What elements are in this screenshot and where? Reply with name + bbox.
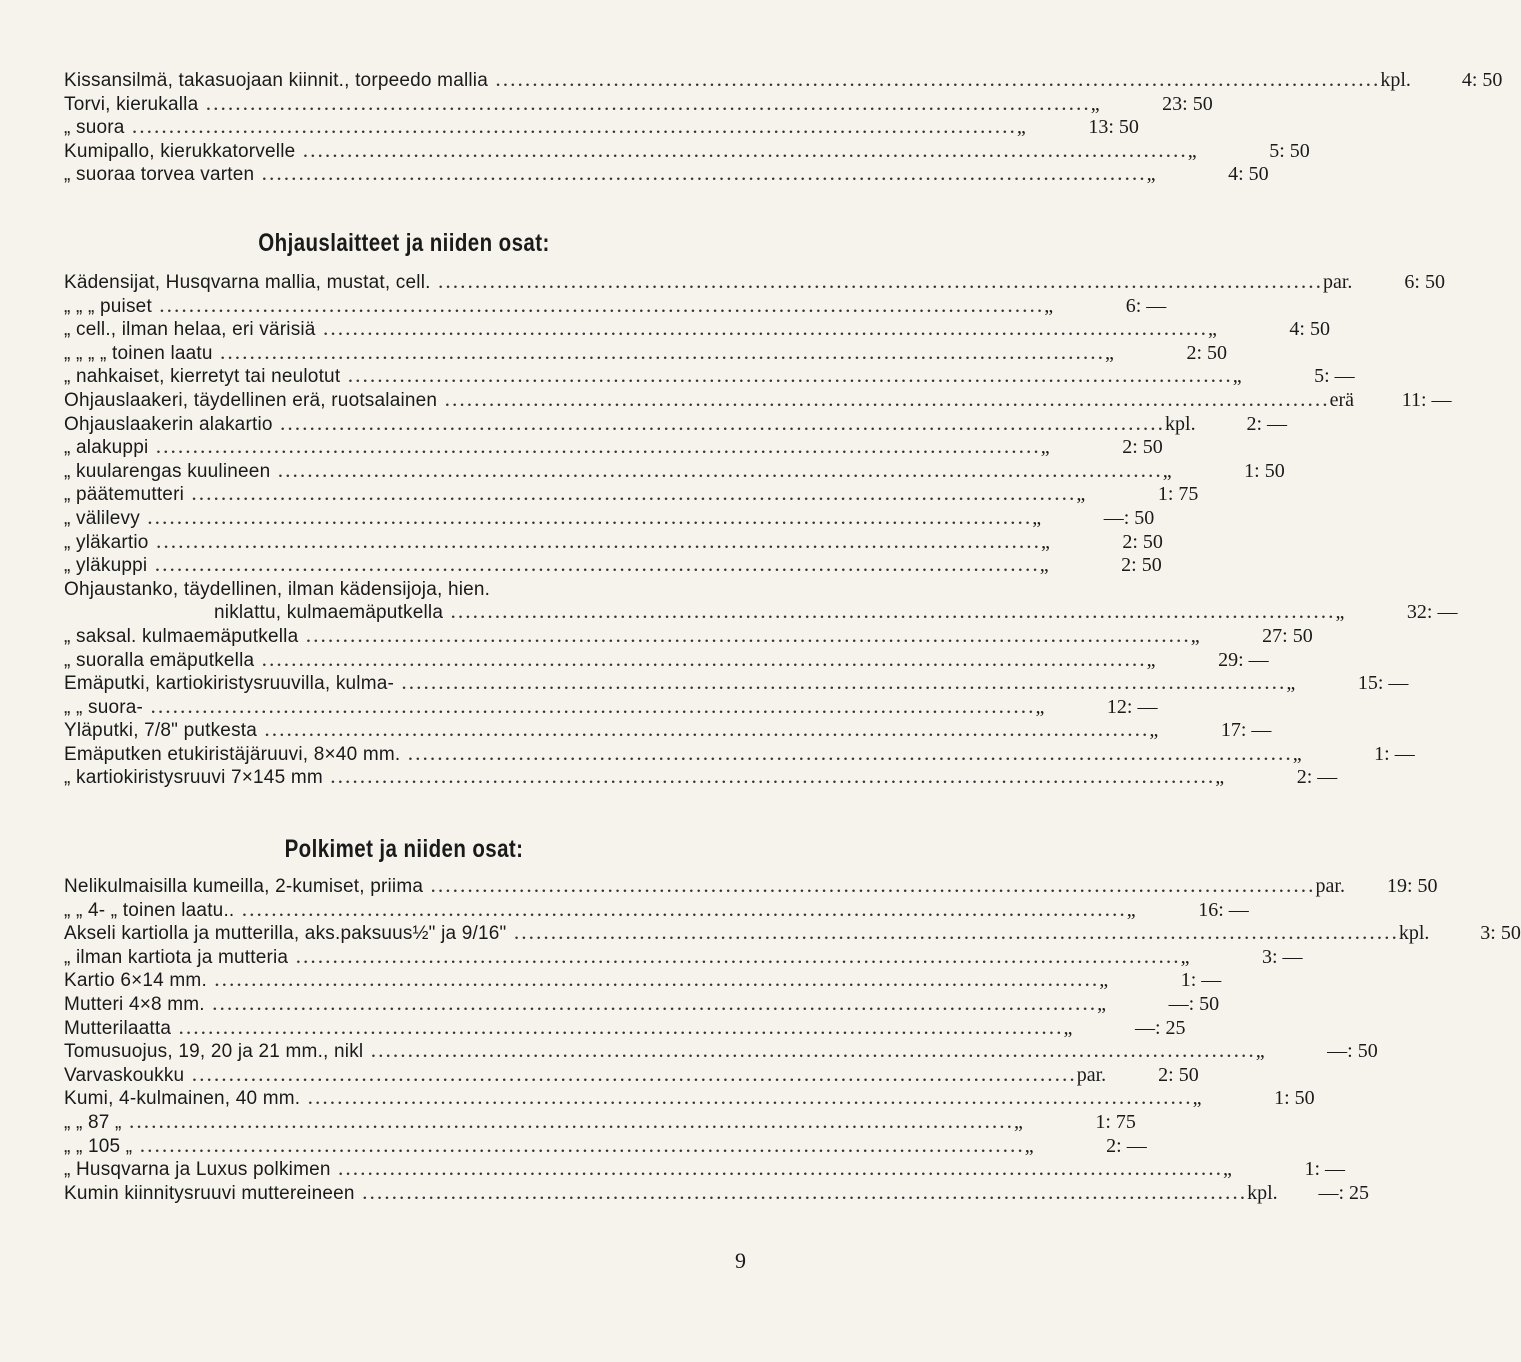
item-description [64, 459, 1163, 484]
item-description [64, 648, 1147, 673]
item-price: 1: — [1304, 1158, 1346, 1181]
catalog-row [64, 717, 1272, 742]
leader-dots: ........................................................................................................................ [124, 114, 1017, 139]
catalog-row [64, 386, 1452, 412]
item-price: 4: 50 [1228, 163, 1269, 186]
item-text: Kädensijat, Husqvarna mallia, mustat, cell. [64, 272, 431, 293]
item-unit: „ [1286, 672, 1296, 695]
item-unit: par. [1322, 271, 1353, 293]
catalog-row [64, 967, 1222, 992]
item-text: „ yläkuppi [64, 555, 148, 577]
leader-dots: ........................................................................................................................ [121, 1108, 1014, 1133]
item-unit: „ [1223, 1158, 1232, 1181]
item-description [64, 992, 1097, 1017]
item-price: 23: 50 [1162, 92, 1213, 115]
catalog-row [64, 693, 1158, 719]
item-text: Tomusuojus, 19, 20 ja 21 mm., nikl [64, 1041, 364, 1063]
item-price: 15: — [1357, 672, 1409, 695]
item-text: „ „ „ puiset [64, 295, 152, 317]
item-price: 2: — [1296, 766, 1338, 789]
catalog-row [64, 577, 744, 601]
item-text: Varvaskoukku [64, 1064, 185, 1086]
item-unit: kpl. [1247, 1181, 1278, 1204]
item-text: „ „ „ „ toinen laatu [64, 342, 213, 364]
item-description [64, 317, 1208, 342]
item-unit: „ [1063, 1016, 1073, 1039]
leader-dots: ........................................................................................................................ [340, 363, 1233, 388]
leader-dots: ........................................................................................................................ [148, 434, 1041, 459]
item-unit: kpl. [1165, 412, 1196, 435]
leader-dots: ........................................................................................................................ [400, 740, 1293, 765]
item-unit: „ [1126, 898, 1136, 921]
item-price: 2: 50 [1121, 554, 1162, 577]
catalog-row [64, 552, 1162, 577]
item-description [64, 921, 1399, 946]
item-unit: „ [1024, 1134, 1034, 1157]
leader-dots: ........................................................................................................................ [204, 990, 1098, 1015]
item-description [64, 577, 622, 602]
leader-dots: ........................................................................................................................ [315, 316, 1208, 341]
item-unit: erä [1329, 388, 1354, 411]
catalog-row [64, 1108, 1136, 1134]
item-price: 3: 50 [1480, 922, 1521, 945]
item-price: 1: 50 [1274, 1087, 1315, 1110]
item-unit: „ [1232, 365, 1242, 388]
leader-dots: ........................................................................................................................ [300, 1085, 1193, 1110]
catalog-row [64, 764, 1338, 789]
item-text: Kumin kiinnitysruuvi muttereineen [64, 1182, 355, 1204]
item-description [64, 695, 1035, 720]
item-text: „ „ 4- „ toinen laatu.. [64, 899, 235, 921]
item-price: 2: 50 [1122, 436, 1163, 459]
leader-dots: ........................................................................................................................ [322, 764, 1216, 789]
catalog-row [64, 67, 1503, 92]
catalog-row [64, 137, 1310, 163]
leader-dots: ........................................................................................................................ [198, 90, 1091, 115]
leader-dots: ........................................................................................................................ [354, 1179, 1248, 1204]
item-unit: „ [1146, 648, 1156, 671]
catalog-row [64, 457, 1285, 483]
section-heading-steering: Ohjauslaitteet ja niiden osat: [258, 229, 550, 257]
catalog-row [64, 1014, 1186, 1040]
item-text: „ yläkartio [64, 531, 149, 553]
item-unit: „ [1187, 139, 1197, 162]
item-price: 4: 50 [1289, 318, 1330, 341]
leader-dots: ........................................................................................................................ [488, 67, 1381, 91]
item-price: —: 25 [1134, 1016, 1186, 1039]
item-unit: „ [1032, 506, 1042, 529]
item-text: „ Husqvarna ja Luxus polkimen [64, 1159, 331, 1181]
leader-dots: ........................................................................................................................ [298, 622, 1191, 647]
item-description [64, 553, 1040, 578]
item-unit: par. [1076, 1063, 1107, 1086]
item-description [64, 364, 1233, 389]
catalog-row [64, 410, 1288, 436]
item-unit: „ [1040, 436, 1050, 459]
catalog-row [64, 339, 1228, 365]
item-price: 27: 50 [1262, 624, 1313, 647]
catalog-row [64, 269, 1445, 294]
leader-dots: ........................................................................................................................ [206, 967, 1100, 992]
item-text: Ohjauslaakeri, täydellinen erä, ruotsalainen [64, 389, 438, 411]
item-text: Mutterilaatta [64, 1017, 172, 1039]
item-description [64, 1086, 1193, 1111]
item-text: „ suoraa torvea varten [64, 164, 255, 186]
item-description [64, 435, 1041, 460]
leader-dots: ........................................................................................................................ [139, 504, 1033, 529]
leader-dots: ........................................................................................................................ [171, 1014, 1064, 1039]
leader-dots: ........................................................................................................................ [295, 137, 1188, 162]
item-description [64, 270, 1323, 295]
item-unit: „ [1215, 766, 1225, 789]
item-text: „ cell., ilman helaa, eri värisiä [64, 319, 316, 341]
item-price: 1: 75 [1157, 483, 1199, 506]
item-description [64, 1016, 1064, 1041]
catalog-row [64, 622, 1313, 648]
item-unit: „ [1180, 945, 1190, 968]
item-price: 3: — [1262, 945, 1303, 968]
item-unit: „ [1335, 601, 1345, 624]
section-accessories [64, 67, 1503, 186]
item-price: 29: — [1218, 648, 1269, 671]
item-price: 1: — [1374, 742, 1415, 765]
item-description [64, 139, 1188, 164]
catalog-row [64, 504, 1155, 530]
catalog-row [64, 528, 1163, 554]
item-price: 2: — [1246, 412, 1288, 435]
item-description [64, 898, 1127, 923]
leader-dots: ........................................................................................................................ [330, 1156, 1224, 1181]
item-text: „ saksal. kulmaemäputkella [64, 625, 299, 647]
catalog-row [64, 1179, 1370, 1205]
leader-dots: ........................................................................................................................ [132, 1132, 1025, 1157]
item-description [64, 624, 1191, 649]
catalog-row [64, 670, 1409, 695]
catalog-row [64, 873, 1438, 898]
item-text: „ nahkaiset, kierretyt tai neulotut [64, 366, 341, 388]
item-price: 6: 50 [1404, 271, 1445, 293]
item-unit: „ [1044, 294, 1054, 317]
item-unit: „ [1207, 318, 1217, 341]
page-number: 9 [735, 1248, 746, 1273]
leader-dots: ........................................................................................................................ [184, 1061, 1077, 1086]
leader-dots: ........................................................................................................................ [254, 646, 1147, 671]
catalog-row [64, 1085, 1315, 1110]
item-price: 6: — [1125, 294, 1167, 317]
item-text: „ „ 87 „ [64, 1111, 122, 1133]
item-text: Mutteri 4×8 mm. [64, 993, 205, 1015]
item-description [64, 341, 1105, 366]
item-text: „ päätemutteri [64, 484, 185, 506]
leader-dots: ........................................................................................................................ [212, 339, 1106, 364]
item-text: Nelikulmaisilla kumeilla, 2-kumiset, priima [64, 876, 424, 897]
item-text: niklattu, kulmaemäputkella [214, 602, 444, 624]
item-text: Kissansilmä, takasuojaan kiinnit., torpeedo mallia [64, 70, 488, 91]
item-text: „ „ suora- [64, 696, 144, 718]
item-price: 12: — [1106, 695, 1158, 718]
catalog-row [64, 161, 1269, 186]
item-unit: „ [1292, 742, 1302, 765]
item-unit: „ [1097, 992, 1107, 1015]
item-text: Ohjaustanko, täydellinen, ilman kädensijoja, hien. [64, 578, 491, 600]
item-price: 16: — [1198, 898, 1249, 921]
item-text: „ välilevy [64, 507, 140, 529]
item-unit: „ [1190, 624, 1200, 647]
catalog-row [64, 434, 1163, 459]
leader-dots: ........................................................................................................................ [394, 670, 1287, 695]
item-description [64, 506, 1032, 531]
leader-dots: ........................................................................................................................ [506, 920, 1399, 945]
item-price: 17: — [1220, 719, 1272, 742]
catalog-row [64, 1038, 1378, 1063]
catalog-row [64, 363, 1355, 388]
catalog-row [64, 114, 1139, 139]
catalog-row [64, 1132, 1147, 1158]
item-text: Torvi, kierukalla [64, 93, 199, 115]
leader-dots: ........................................................................................................................ [257, 717, 1150, 742]
item-text: Emäputki, kartiokiristysruuvilla, kulma- [64, 673, 395, 695]
catalog-row [64, 316, 1330, 341]
item-unit: „ [1076, 483, 1086, 506]
item-description [64, 765, 1215, 790]
item-price: 11: — [1401, 388, 1452, 411]
catalog-row [64, 90, 1213, 116]
item-text: Akseli kartiolla ja mutterilla, aks.paksuus½" ja 9/16" [64, 923, 507, 945]
item-price: 1: — [1180, 969, 1222, 992]
catalog-row [64, 1061, 1199, 1087]
item-description [64, 530, 1041, 555]
section-pedal-parts [64, 873, 1521, 1204]
item-price: 2: 50 [1122, 530, 1163, 553]
leader-dots: ........................................................................................................................ [254, 161, 1147, 186]
leader-dots: ........................................................................................................................ [184, 481, 1077, 506]
item-description [64, 412, 1165, 437]
leader-dots: ........................................................................................................................ [423, 873, 1316, 897]
leader-dots: ........................................................................................................................ [443, 599, 1336, 624]
item-price: —: 50 [1168, 992, 1220, 1015]
item-unit: „ [1255, 1040, 1265, 1063]
item-unit: „ [1016, 116, 1026, 139]
item-text: Kumipallo, kierukkatorvelle [64, 140, 296, 162]
catalog-row [64, 599, 1458, 624]
item-price: —: 50 [1327, 1040, 1378, 1063]
item-price: 2: — [1106, 1134, 1147, 1157]
item-description [64, 115, 1017, 140]
catalog-row [64, 292, 1167, 318]
item-price: 1: 75 [1095, 1110, 1136, 1133]
item-price: 1: 50 [1244, 459, 1285, 482]
item-unit: „ [1090, 92, 1100, 115]
leader-dots: ........................................................................................................................ [272, 410, 1166, 435]
leader-dots: ........................................................................................................................ [288, 943, 1181, 968]
item-price: 13: 50 [1088, 116, 1139, 139]
item-text: „ suoralla emäputkella [64, 649, 255, 671]
item-description [64, 1157, 1223, 1182]
item-unit: kpl. [1398, 922, 1430, 945]
item-text: Emäputken etukiristäjäruuvi, 8×40 mm. [64, 743, 401, 765]
leader-dots: ........................................................................................................................ [147, 552, 1040, 577]
leader-dots: ........................................................................................................................ [270, 457, 1163, 482]
item-price: 19: 50 [1386, 875, 1438, 897]
item-text: „ ilman kartiota ja mutteria [64, 946, 289, 968]
item-unit: „ [1099, 969, 1109, 992]
leader-dots: ........................................................................................................................ [143, 693, 1036, 718]
item-description [64, 718, 1149, 743]
section-heading-pedals: Polkimet ja niiden osat: [284, 835, 524, 863]
catalog-row [64, 481, 1199, 506]
item-description [64, 671, 1286, 696]
catalog-row [64, 920, 1521, 945]
item-description [64, 1134, 1025, 1159]
item-price: 2: 50 [1186, 341, 1228, 364]
item-unit: „ [1146, 163, 1156, 186]
catalog-row [64, 943, 1303, 969]
catalog-row [64, 646, 1269, 672]
item-price: 4: 50 [1461, 69, 1503, 91]
item-unit: „ [1162, 459, 1172, 482]
item-text: „ alakuppi [64, 437, 149, 459]
item-price: 5: 50 [1269, 139, 1310, 162]
item-price: —: 50 [1103, 506, 1155, 529]
item-description [64, 874, 1316, 899]
item-description [64, 482, 1076, 507]
catalog-row [64, 896, 1249, 922]
item-unit: „ [1039, 554, 1049, 577]
item-price: 2: 50 [1158, 1063, 1199, 1086]
leader-dots: ........................................................................................................................ [430, 269, 1323, 293]
item-description [64, 294, 1044, 319]
item-unit: „ [1105, 341, 1114, 364]
item-description [64, 945, 1181, 970]
item-unit: „ [1013, 1110, 1023, 1133]
item-price: —: 25 [1318, 1181, 1370, 1204]
item-description [64, 92, 1091, 117]
catalog-row [64, 990, 1220, 1016]
item-text: „ suora [64, 117, 125, 139]
item-description [64, 388, 1330, 413]
item-description [64, 162, 1147, 187]
item-description [64, 68, 1380, 93]
catalog-row [64, 740, 1415, 766]
item-unit: kpl. [1380, 69, 1411, 91]
item-description [64, 968, 1099, 993]
leader-dots: ........................................................................................................................ [363, 1038, 1256, 1063]
item-unit: „ [1149, 719, 1159, 742]
item-unit: „ [1040, 530, 1050, 553]
item-unit: „ [1192, 1087, 1202, 1110]
item-description [64, 1110, 1014, 1135]
item-text: „ kuularengas kuulineen [64, 460, 271, 482]
item-description [64, 1039, 1256, 1064]
item-text: „ kartiokiristysruuvi 7×145 mm [64, 767, 323, 789]
leader-dots: ........................................................................................................................ [234, 896, 1127, 921]
leader-dots: ........................................................................................................................ [437, 386, 1330, 411]
item-text: Kumi, 4-kulmainen, 40 mm. [64, 1088, 301, 1110]
section-steering-parts [64, 269, 1458, 789]
item-price: 32: — [1406, 601, 1458, 624]
item-text: Kartio 6×14 mm. [64, 970, 207, 992]
item-price: 5: — [1314, 365, 1355, 388]
item-description [64, 742, 1293, 767]
item-description [64, 600, 1335, 625]
catalog-row [64, 1156, 1346, 1181]
leader-dots: ........................................................................................................................ [148, 528, 1041, 553]
leader-dots: ........................................................................................................................ [151, 292, 1045, 317]
item-text: Yläputki, 7/8" putkesta [64, 720, 258, 742]
item-text: „ „ 105 „ [64, 1135, 133, 1157]
item-description [64, 1063, 1077, 1088]
item-text: Ohjauslaakerin alakartio [64, 413, 273, 435]
item-unit: par. [1315, 875, 1345, 897]
item-description [64, 1181, 1247, 1206]
item-unit: „ [1035, 695, 1045, 718]
